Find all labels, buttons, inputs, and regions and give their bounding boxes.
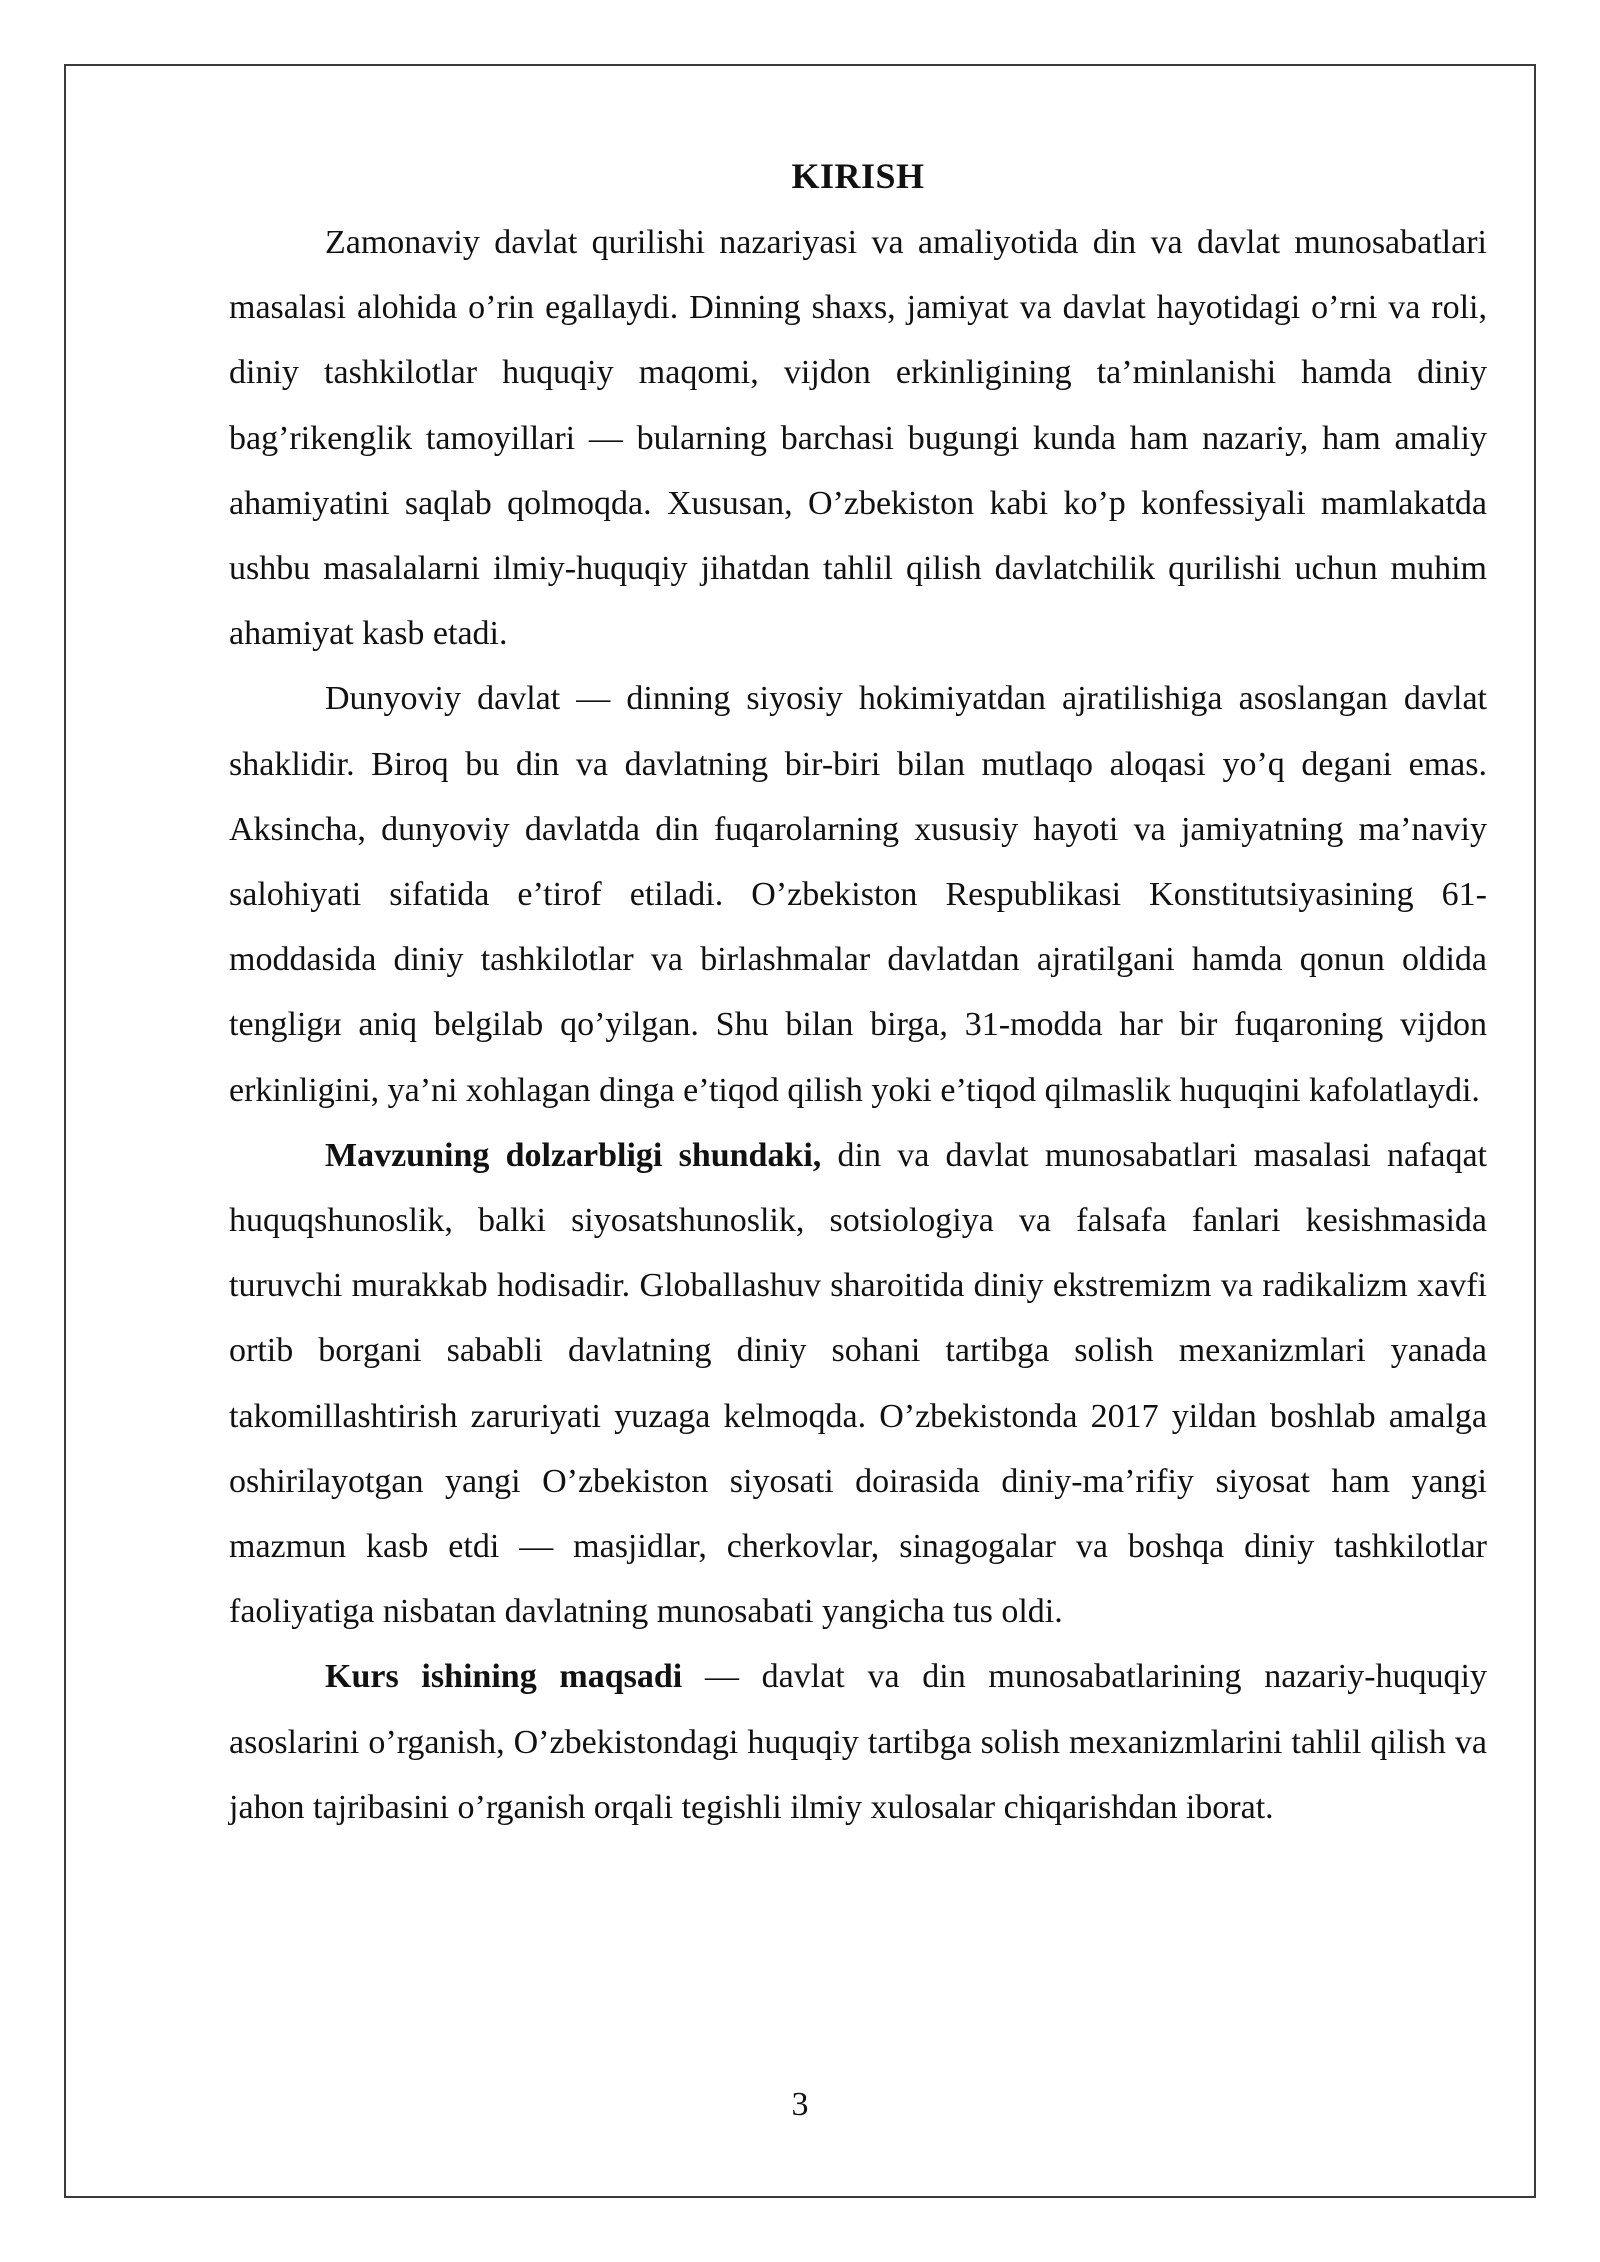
paragraph-3-text: din va davlat munosabatlari masalasi nafaqat huquqshunoslik, balki siyosatshunoslik, sotsiologiya va falsafa fanlari kesishmasida turuvchi murakkab hodisadir. Globallashuv sharoitida diniy ekstremizm va radikalizm xavfi ortib borgani sababli davlatning diniy sohani tartibga solish mexanizmlari yanada takomillashtirish zaruriyati yuzaga kelmoqda. O’zbekistonda 2017 yildan boshlab amalga oshirilayotgan yangi O’zbekiston siyosati doirasida diniy-ma’rifiy siyosat ham yangi mazmun kasb etdi — masjidlar, cherkovlar, sinagogalar va boshqa diniy tashkilotlar faoliyatiga nisbatan davlatning munosabati yangicha tus oldi. xyxy=(229,1136,1487,1631)
paragraph-3 xyxy=(229,1123,1487,1645)
paragraph-4 xyxy=(229,1644,1487,1840)
paragraph-4-lead: Kurs ishining maqsadi xyxy=(325,1658,683,1696)
paragraph-4-text: — davlat va din munosabatlarining nazariy-huquqiy asoslarini o’rganish, O’zbekistondagi huquqiy tartibga solish mexanizmlarini tahlil qilish va jahon tajribasini o’rganish orqali tegishli ilmiy xulosalar chiqarishdan iborat. xyxy=(229,1658,1488,1826)
paragraph-1 xyxy=(229,210,1487,666)
page-number: 3 xyxy=(791,2086,809,2123)
paragraph-2 xyxy=(229,666,1487,1122)
paragraph-3-lead: Mavzuning dolzarbligi shundaki, xyxy=(325,1136,822,1174)
paragraph-2-text: Dunyoviy davlat — dinning siyosiy hokimiyatdan ajratilishiga asoslangan davlat shaklidir. Biroq bu din va davlatning bir-biri bilan mutlaqo aloqasi yo’q degani emas. Aksincha, dunyoviy davlatda din fuqarolarning xususiy hayoti va jamiyatning ma’naviy salohiyati sifatida e’tirof etiladi. O’zbekiston Respublikasi Konstitutsiyasining 61-moddasida diniy tashkilotlar va birlashmalar davlatdan ajratilgani hamda qonun oldida tengligи aniq belgilab qo’yilgan. Shu bilan birga, 31-modda har bir fuqaroning vijdon erkinligini, ya’ni xohlagan dinga e’tiqod qilish yoki e’tiqod qilmaslik huquqini kafolatlaydi. xyxy=(229,680,1487,1109)
section-heading: KIRISH xyxy=(791,156,925,196)
document-body xyxy=(229,150,1487,1840)
paragraph-1-text: Zamonaviy davlat qurilishi nazariyasi va amaliyotida din va davlat munosabatlari masalasi alohida o’rin egallaydi. Dinning shaxs, jamiyat va davlat hayotidagi o’rni va roli, diniy tashkilotlar huquqiy maqomi, vijdon erkinligining ta’minlanishi hamda diniy bag’rikenglik tamoyillari — bularning barchasi bugungi kunda ham nazariy, ham amaliy ahamiyatini saqlab qolmoqda. Xususan, O’zbekiston kabi ko’p konfessiyali mamlakatda ushbu masalalarni ilmiy-huquqiy jihatdan tahlil qilish davlatchilik qurilishi uchun muhim ahamiyat kasb etadi. xyxy=(229,224,1487,653)
